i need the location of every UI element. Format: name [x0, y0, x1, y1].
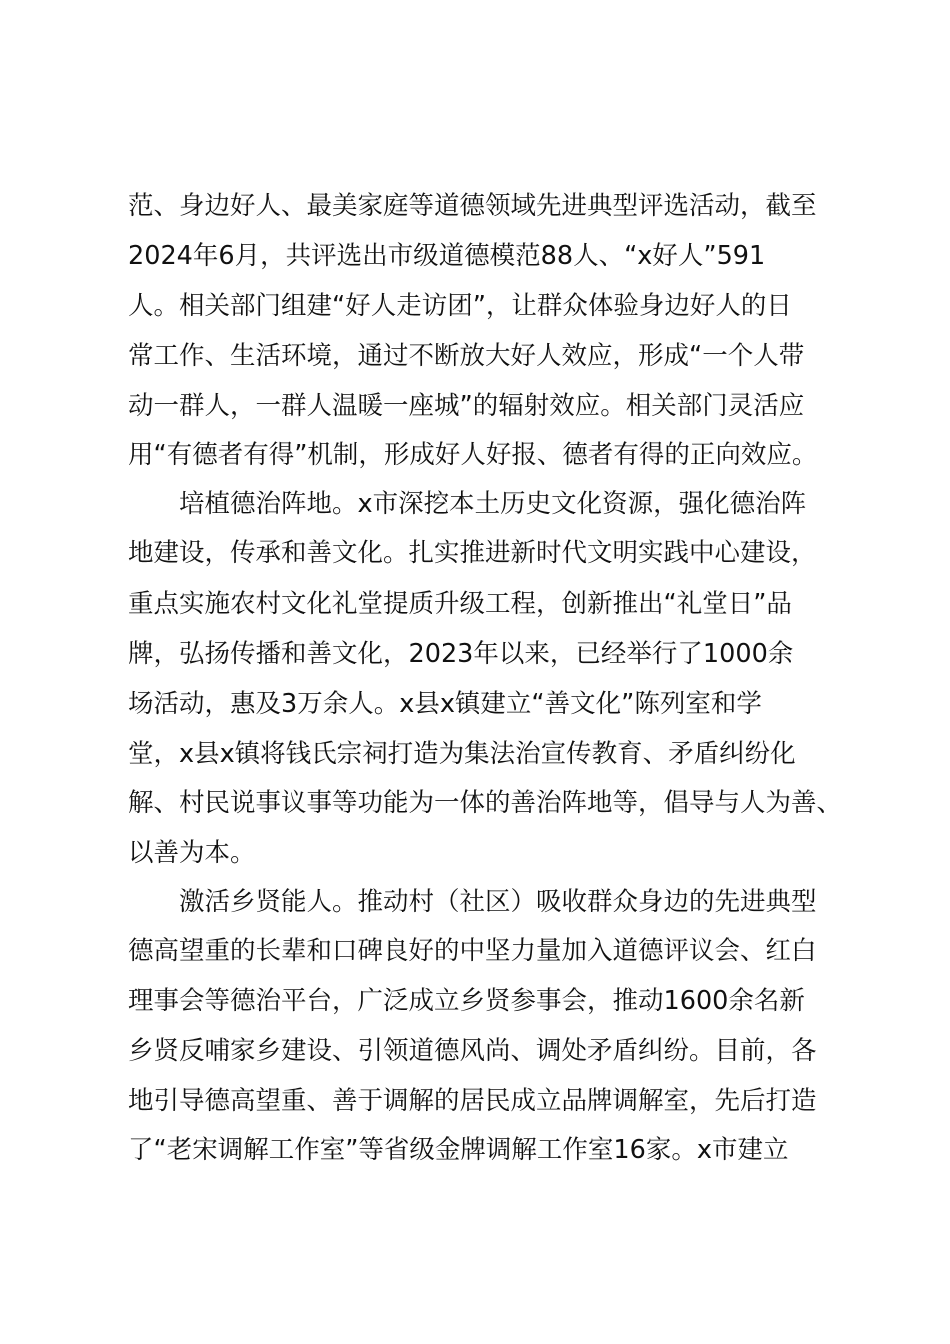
text-line-2: 2024年6月，共评选出市级道德模范88人、“x好人”591: [128, 241, 766, 271]
text-line-20: 了“老宋调解工作室”等省级金牌调解工作室16家。x市建立: [128, 1135, 789, 1165]
text-line-14: 以善为本。: [128, 838, 256, 868]
text-line-1: 范、身边好人、最美家庭等道德领域先进典型评选活动，截至: [128, 191, 817, 221]
text-line-13: 解、村民说事议事等功能为一体的善治阵地等，倡导与人为善、: [128, 788, 843, 818]
text-line-12: 堂，x县x镇将钱氏宗祠打造为集法治宣传教育、矛盾纠纷化: [128, 739, 796, 769]
text-line-10: 牌，弘扬传播和善文化，2023年以来，已经举行了1000余: [128, 639, 794, 669]
paragraph-heading-line-2: 激活乡贤能人。推动村（社区）吸收群众身边的先进典型: [179, 887, 817, 917]
text-line-4: 常工作、生活环境，通过不断放大好人效应，形成“一个人带: [128, 341, 805, 371]
text-line-8: 地建设，传承和善文化。扎实推进新时代文明实践中心建设，: [128, 538, 817, 568]
text-line-6: 用“有德者有得”机制，形成好人好报、德者有得的正向效应。: [128, 440, 818, 470]
text-line-11: 场活动，惠及3万余人。x县x镇建立“善文化”陈列室和学: [128, 689, 762, 719]
paragraph-heading-line: 培植德治阵地。x市深挖本土历史文化资源，强化德治阵: [179, 489, 807, 519]
text-line-9: 重点实施农村文化礼堂提质升级工程，创新推出“礼堂日”品: [128, 589, 792, 619]
text-line-18: 乡贤反哺家乡建设、引领道德风尚、调处矛盾纠纷。目前，各: [128, 1036, 817, 1066]
text-line-3: 人。相关部门组建“好人走访团”，让群众体验身边好人的日: [128, 291, 792, 321]
text-line-19: 地引导德高望重、善于调解的居民成立品牌调解室，先后打造: [128, 1086, 817, 1116]
text-line-5: 动一群人，一群人温暖一座城”的辐射效应。相关部门灵活应: [128, 391, 805, 421]
text-line-17: 理事会等德治平台，广泛成立乡贤参事会，推动1600余名新: [128, 986, 805, 1016]
text-line-16: 德高望重的长辈和口碑良好的中坚力量加入道德评议会、红白: [128, 936, 817, 966]
